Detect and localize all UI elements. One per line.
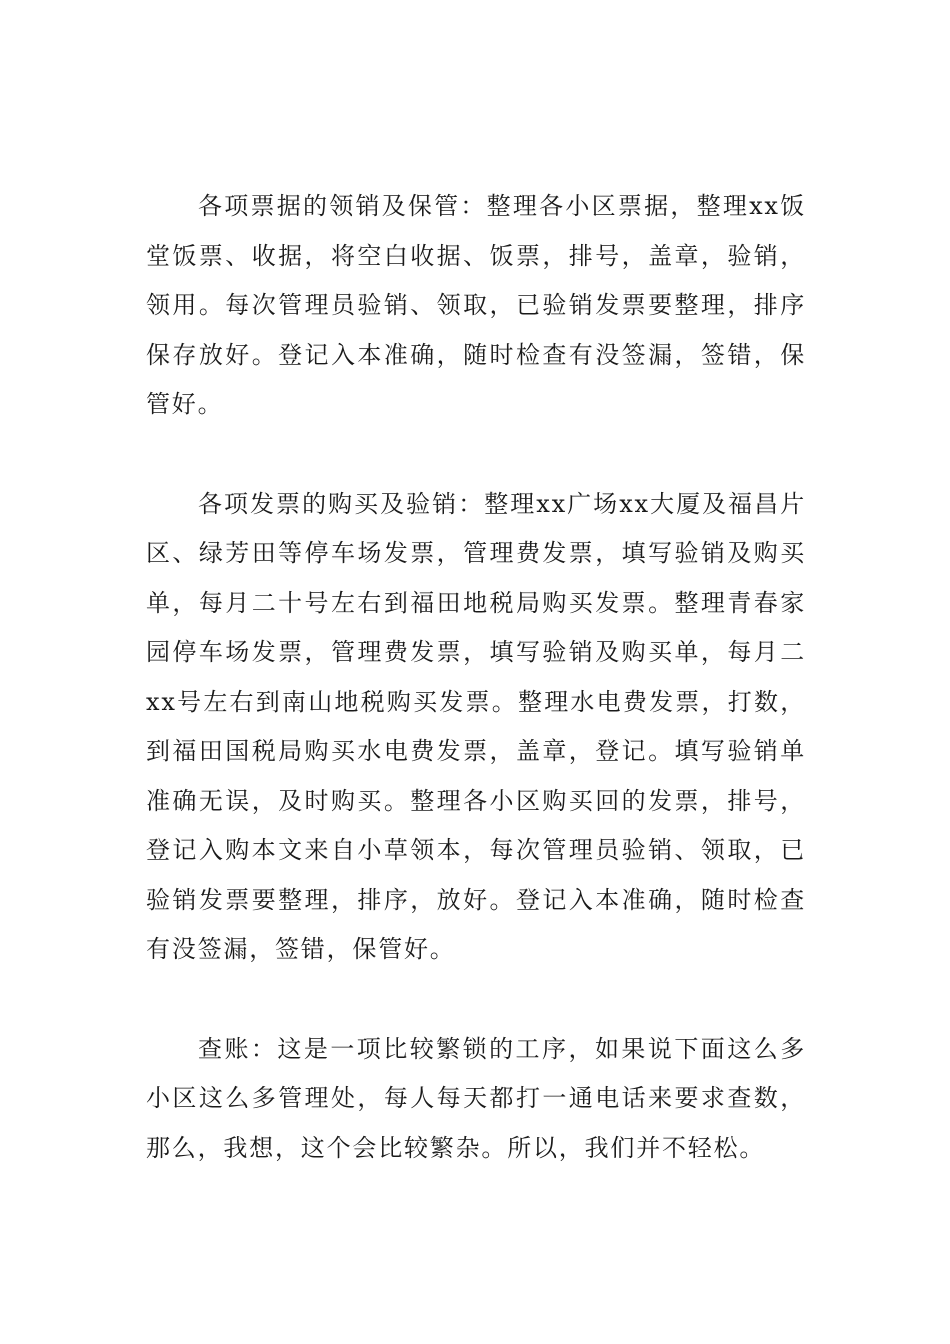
- paragraph-account-checking: 查账：这是一项比较繁锁的工序，如果说下面这么多小区这么多管理处，每人每天都打一通电话来要求查数，那么，我想，这个会比较繁杂。所以，我们并不轻松。: [146, 1034, 806, 1162]
- paragraph-invoice-purchase: 各项发票的购买及验销：整理xx广场xx大厦及福昌片区、绿芳田等停车场发票，管理费发票，填写验销及购买单，每月二十号左右到福田地税局购买发票。整理青春家园停车场发票，管理费发票，填写验销及购买单，每月二xx号左右到南山地税购买发票。整理水电费发票，打数，到福田国税局购买水电费发票，盖章，登记。填写验销单准确无误，及时购买。整理各小区购买回的发票，排号，登记入购本文来自小草领本，每次管理员验销、领取，已验销发票要整理，排序，放好。登记入本准确，随时检查有没签漏，签错，保管好。: [146, 489, 806, 963]
- paragraph-receipts-management: 各项票据的领销及保管：整理各小区票据，整理xx饭堂饭票、收据，将空白收据、饭票，排号，盖章，验销，领用。每次管理员验销、领取，已验销发票要整理，排序保存放好。登记入本准确，随时检查有没签漏，签错，保管好。: [146, 192, 806, 418]
- document-body: [146, 182, 806, 1173]
